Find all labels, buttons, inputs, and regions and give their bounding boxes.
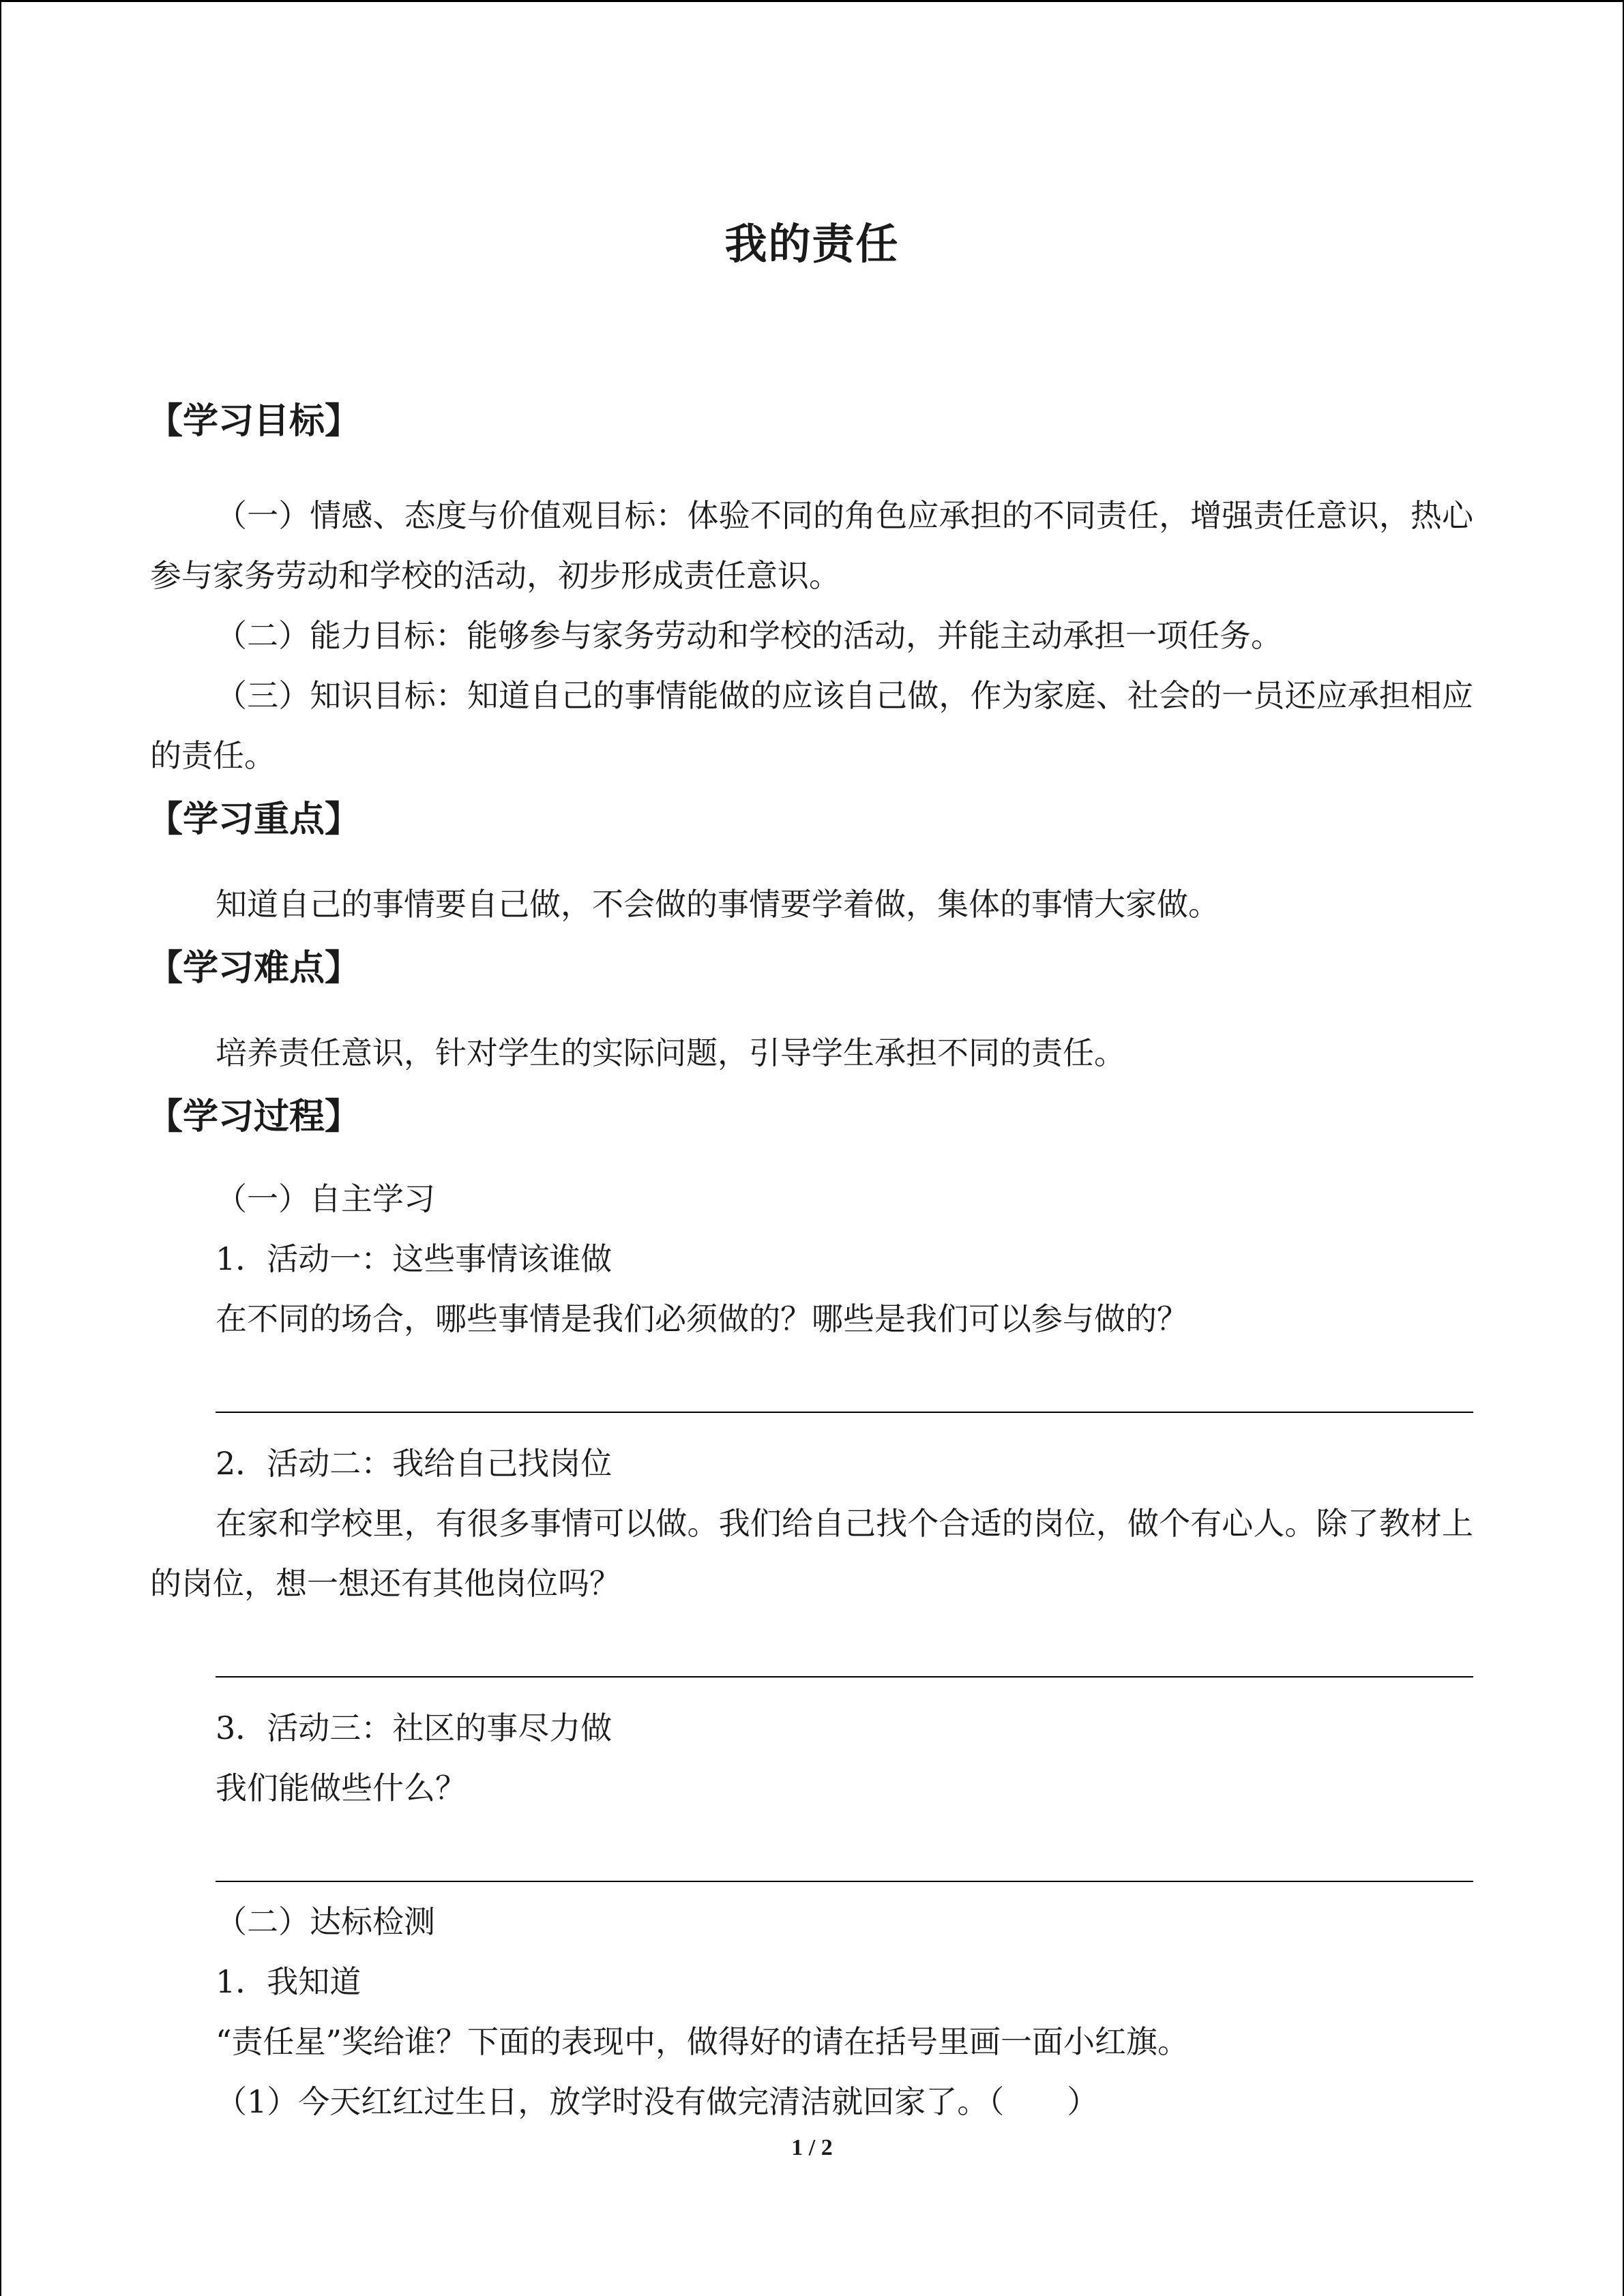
activity-3-title: 3．活动三：社区的事尽力做 xyxy=(216,1710,612,1746)
section-heading-process: 【学习过程】 xyxy=(147,1097,361,1137)
self-study-label: （一）自主学习 xyxy=(216,1180,435,1217)
objective-paragraph-1: （一）情感、态度与价值观目标：体验不同的角色应承担的不同责任，增强责任意识，热心参与家务劳动和学校的活动，初步形成责任意识。 xyxy=(150,497,1473,594)
section-heading-objectives: 【学习目标】 xyxy=(147,401,361,442)
activity-1-title: 1．活动一：这些事情该谁做 xyxy=(216,1240,612,1277)
activity-3-question: 我们能做些什么？ xyxy=(216,1770,467,1806)
i-know-question: “责任星”奖给谁？下面的表现中，做得好的请在括号里画一面小红旗。 xyxy=(216,2023,1190,2060)
key-points-paragraph: 知道自己的事情要自己做，不会做的事情要学着做，集体的事情大家做。 xyxy=(216,886,1220,923)
activity-2-title: 2．活动二：我给自己找岗位 xyxy=(216,1445,612,1482)
i-know-title: 1．我知道 xyxy=(216,1963,361,2000)
document-body xyxy=(147,387,1473,2132)
check-item-1: （1）今天红红过生日，放学时没有做完清洁就回家了。（ ） xyxy=(216,2083,1099,2120)
difficulties-paragraph: 培养责任意识，针对学生的实际问题，引导学生承担不同的责任。 xyxy=(216,1034,1125,1071)
section-heading-difficulties: 【学习难点】 xyxy=(147,948,361,989)
activity-2-question: 在家和学校里，有很多事情可以做。我们给自己找个合适的岗位，做个有心人。除了教材上的岗位，想一想还有其他岗位吗？ xyxy=(150,1505,1473,1602)
check-label: （二）达标检测 xyxy=(216,1903,435,1940)
page-title: 我的责任 xyxy=(724,219,900,269)
objective-paragraph-2: （二）能力目标：能够参与家务劳动和学校的活动，并能主动承担一项任务。 xyxy=(216,617,1282,654)
page-indicator: 1 / 2 xyxy=(791,2135,833,2160)
section-heading-key-points: 【学习重点】 xyxy=(147,799,361,840)
objective-paragraph-3: （三）知识目标：知道自己的事情能做的应该自己做，作为家庭、社会的一员还应承担相应的责任。 xyxy=(150,677,1473,774)
activity-1-question: 在不同的场合，哪些事情是我们必须做的？哪些是我们可以参与做的？ xyxy=(216,1300,1188,1337)
